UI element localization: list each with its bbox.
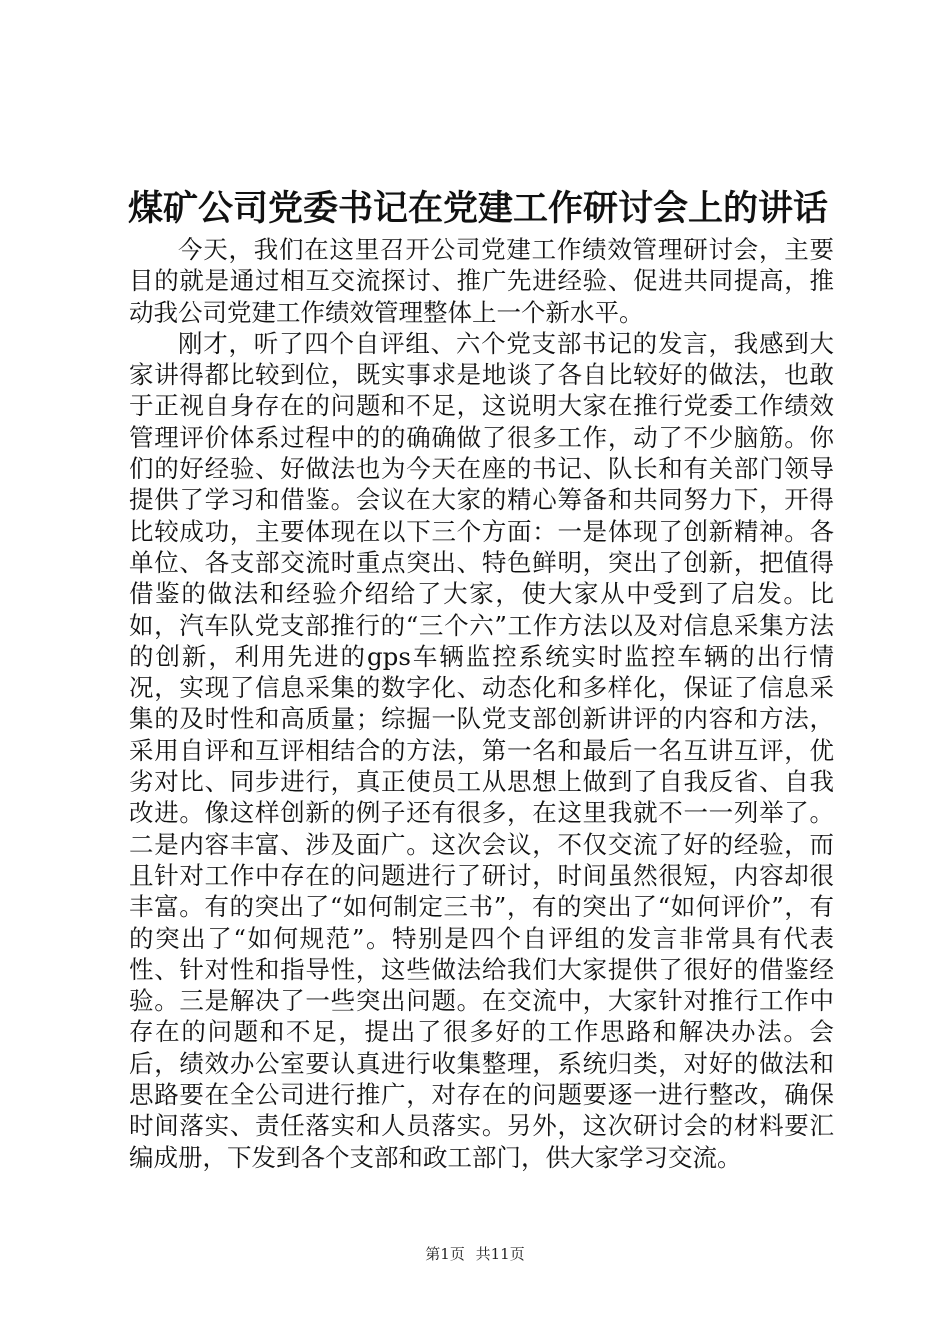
- page-total: 共11页: [475, 1245, 525, 1263]
- page-footer: [0, 1244, 950, 1264]
- paragraph-2: 刚才，听了四个自评组、六个党支部书记的发言，我感到大家讲得都比较到位，既实事求是地谈了各自比较好的做法，也敢于正视自身存在的问题和不足，这说明大家在推行党委工作绩效管理评价体系过程中的的确确做了很多工作，动了不少脑筋。你们的好经验、好做法也为今天在座的书记、队长和有关部门领导提供了学习和借鉴。会议在大家的精心筹备和共同努力下，开得比较成功，主要体现在以下三个方面：一是体现了创新精神。各单位、各支部交流时重点突出、特色鲜明，突出了创新，把值得借鉴的做法和经验介绍给了大家，使大家从中受到了启发。比如，汽车队党支部推行的“三个六”工作方法以及对信息采集方法的创新，利用先进的gps车辆监控系统实时监控车辆的出行情况，实现了信息采集的数字化、动态化和多样化，保证了信息采集的及时性和高质量；综掘一队党支部创新讲评的内容和方法，采用自评和互评相结合的方法，第一名和最后一名互讲互评，优劣对比、同步进行，真正使员工从思想上做到了自我反省、自我改进。像这样创新的例子还有很多，在这里我就不一一列举了。二是内容丰富、涉及面广。这次会议，不仅交流了好的经验，而且针对工作中存在的问题进行了研讨，时间虽然很短，内容却很丰富。有的突出了“如何制定三书”，有的突出了“如何评价”，有的突出了“如何规范”。特别是四个自评组的发言非常具有代表性、针对性和指导性，这些做法给我们大家提供了很好的借鉴经验。三是解决了一些突出问题。在交流中，大家针对推行工作中存在的问题和不足，提出了很多好的工作思路和解决办法。会后，绩效办公室要认真进行收集整理，系统归类，对好的做法和思路要在全公司进行推广，对存在的问题要逐一进行整改，确保时间落实、责任落实和人员落实。另外，这次研讨会的材料要汇编成册，下发到各个支部和政工部门，供大家学习交流。: [129, 328, 834, 1172]
- paragraph-1: 今天，我们在这里召开公司党建工作绩效管理研讨会，主要目的就是通过相互交流探讨、推广先进经验、促进共同提高，推动我公司党建工作绩效管理整体上一个新水平。: [129, 235, 834, 327]
- document-body: [129, 234, 834, 1173]
- page-number: 第1页: [425, 1245, 465, 1263]
- document-title: 煤矿公司党委书记在党建工作研讨会上的讲话: [128, 188, 829, 229]
